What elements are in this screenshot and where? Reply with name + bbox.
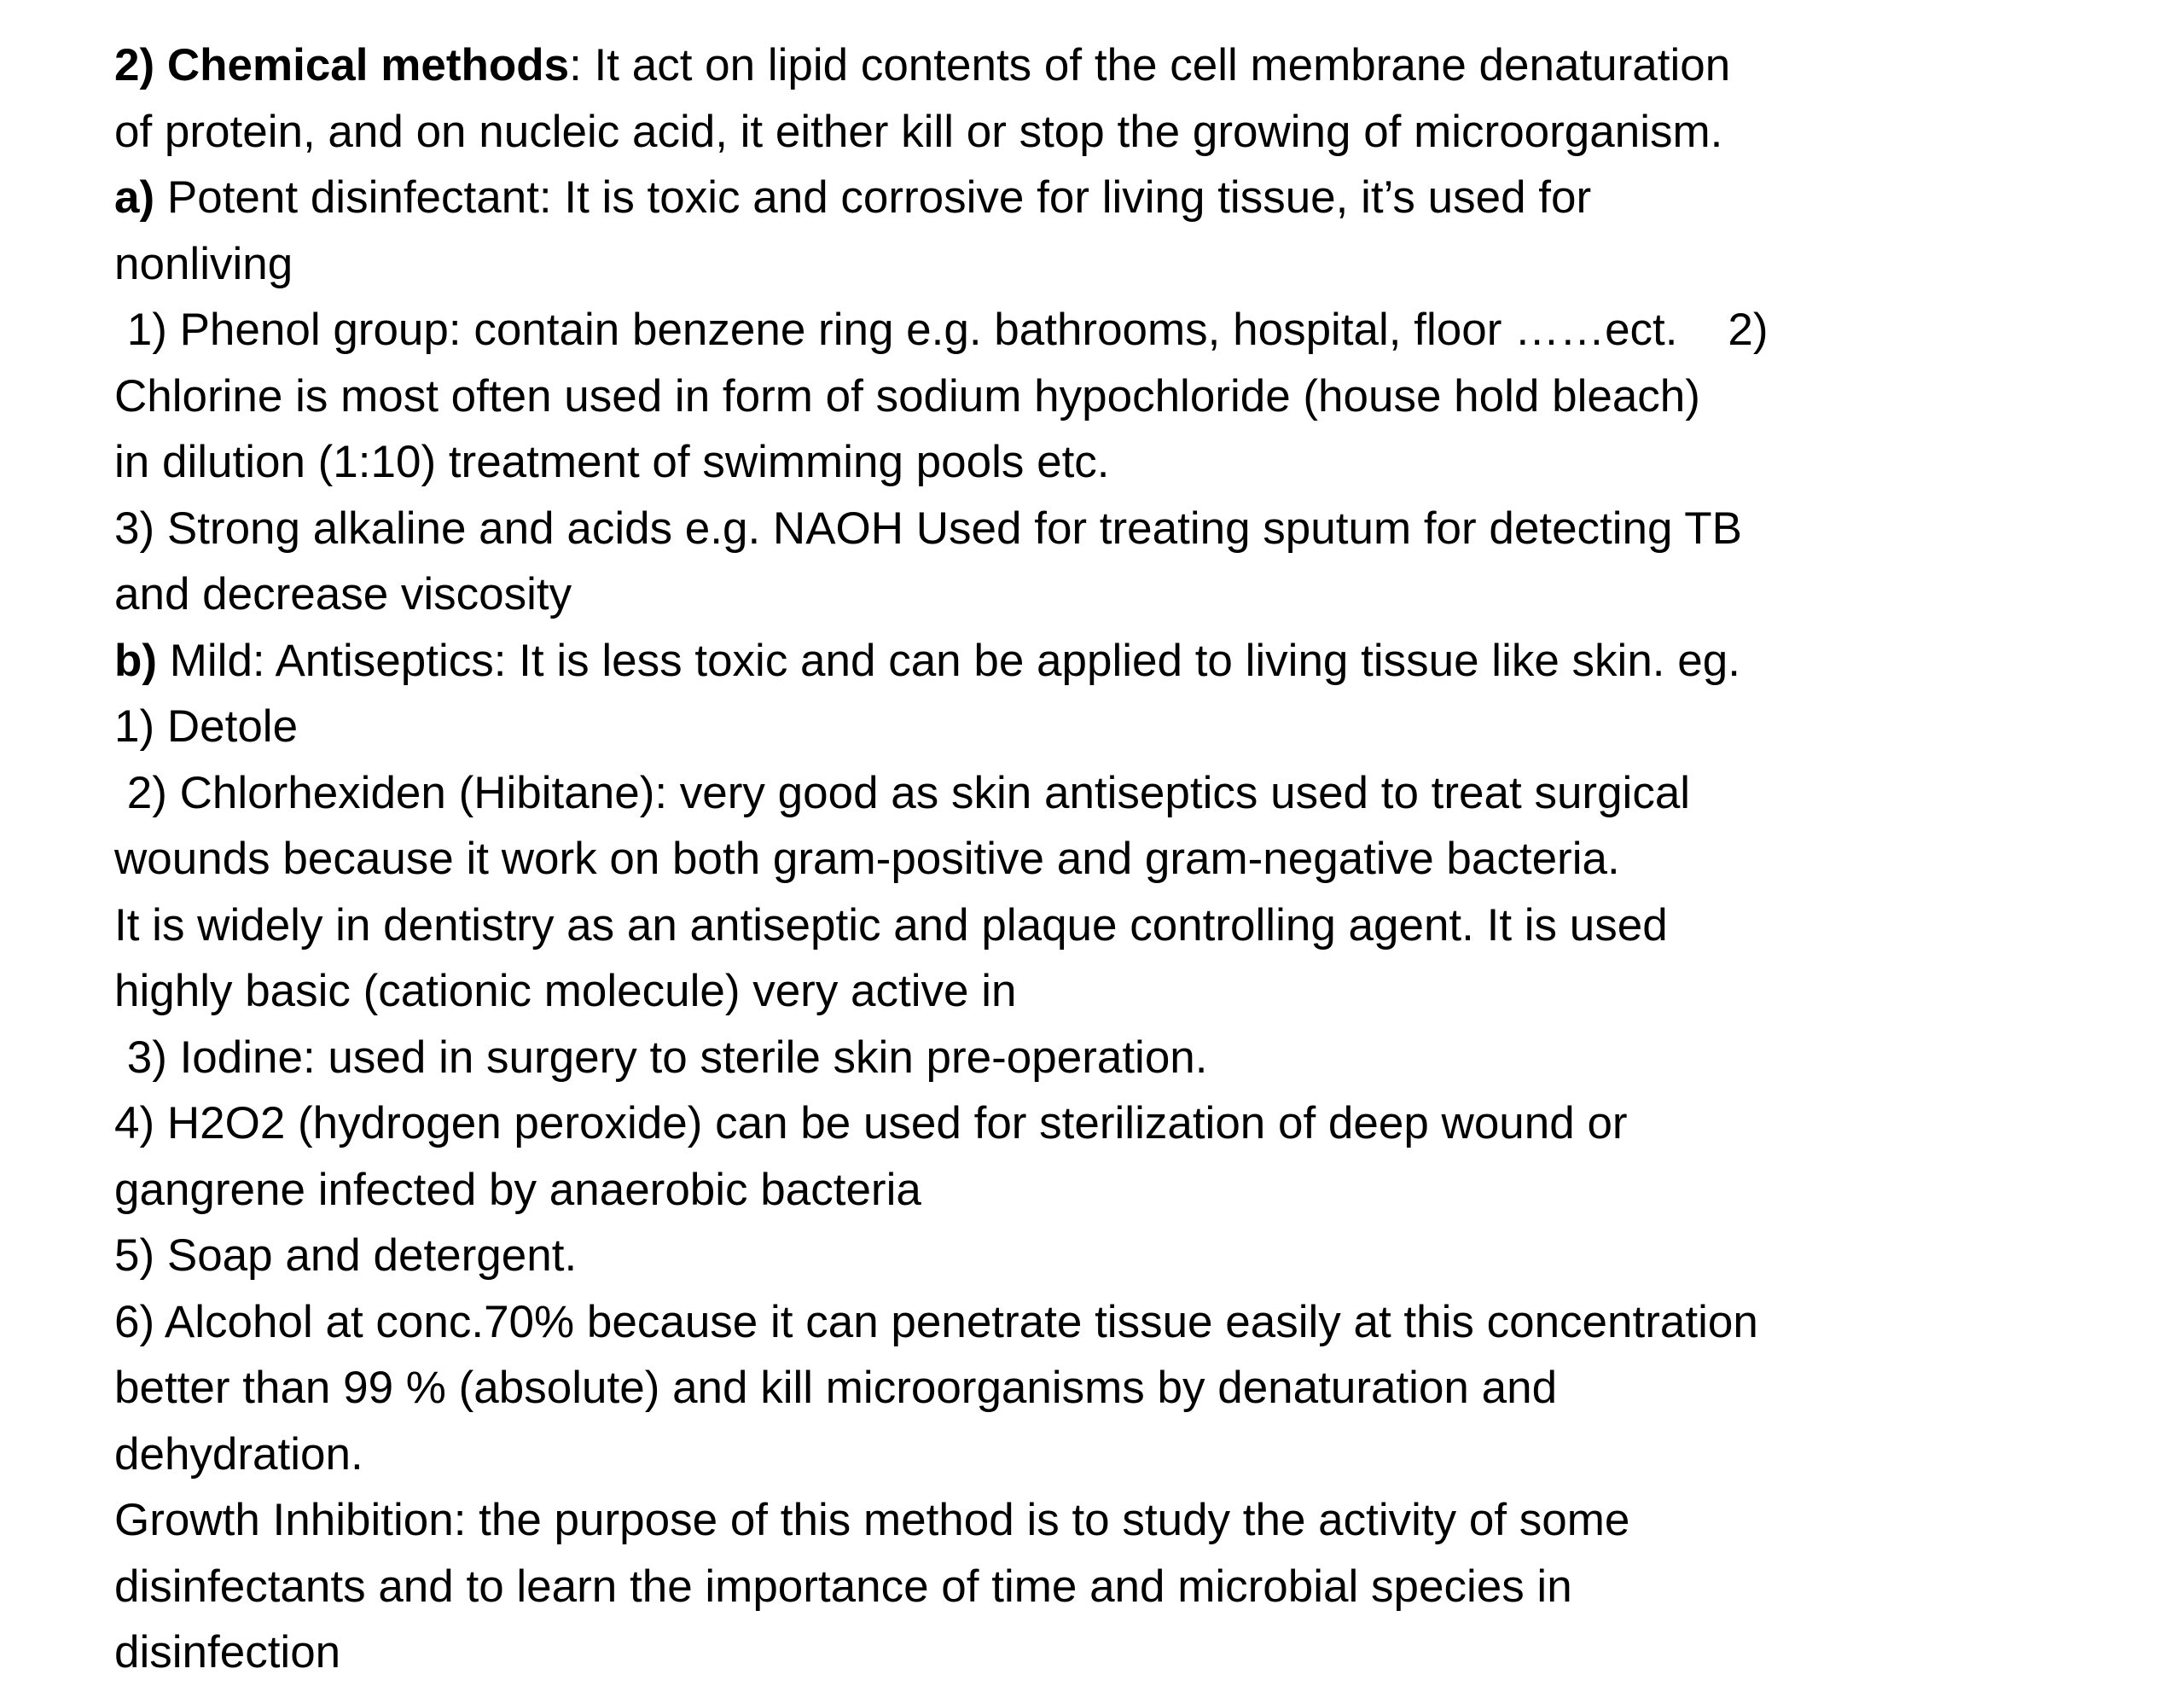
bold-lead: b): [114, 635, 158, 686]
line-text: Growth Inhibition: the purpose of this method is to study the activity of some: [114, 1495, 1630, 1545]
text-line: [114, 1157, 2111, 1224]
line-text: disinfection: [114, 1627, 341, 1677]
text-line: [114, 694, 2111, 760]
line-text: Chlorine is most often used in form of sodium hypochloride (house hold bleach): [114, 370, 1700, 422]
line-text: Potent disinfectant: It is toxic and corrosive for living tissue, it’s used for: [154, 172, 1592, 223]
body-text: [114, 32, 2111, 1686]
line-text: in dilution (1:10) treatment of swimming pools etc.: [114, 437, 1110, 487]
line-text: 5) Soap and detergent.: [114, 1230, 578, 1281]
text-line: [114, 297, 2111, 363]
text-line: [114, 1090, 2111, 1157]
line-text: disinfectants and to learn the importance of time and microbial species in: [114, 1561, 1572, 1612]
text-line: [114, 760, 2111, 827]
text-line: [114, 1025, 2111, 1091]
text-line: [114, 1289, 2111, 1356]
line-text: : It act on lipid contents of the cell membrane denaturation: [569, 40, 1731, 90]
text-line: [114, 892, 2111, 959]
text-line: [114, 1355, 2111, 1421]
line-text: wounds because it work on both gram-positive and gram-negative bacteria.: [114, 834, 1620, 884]
line-text: dehydration.: [114, 1428, 363, 1480]
text-line: [114, 429, 2111, 496]
text-line: [114, 561, 2111, 628]
line-text: highly basic (cationic molecule) very active in: [114, 966, 1017, 1016]
text-line: [114, 363, 2111, 430]
bold-lead: 2) Chemical methods: [114, 40, 570, 90]
line-text: 2) Chlorhexiden (Hibitane): very good as skin antiseptics used to treat surgical: [114, 767, 1691, 818]
line-text: 1) Detole: [114, 701, 299, 752]
text-line: [114, 1421, 2111, 1488]
text-line: [114, 958, 2111, 1025]
text-line: [114, 1619, 2111, 1686]
line-text: better than 99 % (absolute) and kill microorganisms by denaturation and: [114, 1363, 1558, 1413]
line-text: It is widely in dentistry as an antiseptic and plaque controlling agent. It is used: [114, 899, 1668, 951]
text-line: [114, 32, 2111, 99]
text-line: [114, 99, 2111, 166]
line-text: 1) Phenol group: contain benzene ring e.g. bathrooms, hospital, floor ……ect. 2): [114, 305, 1769, 355]
text-line: [114, 1487, 2111, 1554]
line-text: 4) H2O2 (hydrogen peroxide) can be used for sterilization of deep wound or: [114, 1098, 1628, 1148]
bold-lead: a): [114, 172, 155, 223]
line-text: 3) Strong alkaline and acids e.g. NAOH Used for treating sputum for detecting TB: [114, 503, 1742, 554]
text-line: [114, 1223, 2111, 1289]
text-line: [114, 628, 2111, 695]
line-text: and decrease viscosity: [114, 569, 572, 619]
line-text: gangrene infected by anaerobic bacteria: [114, 1164, 921, 1215]
line-text: of protein, and on nucleic acid, it either kill or stop the growing of microorganism.: [114, 106, 1723, 157]
line-text: 3) Iodine: used in surgery to sterile skin pre-operation.: [114, 1032, 1208, 1083]
text-line: [114, 1554, 2111, 1620]
text-line: [114, 231, 2111, 298]
text-line: [114, 496, 2111, 562]
text-line: [114, 826, 2111, 892]
line-text: Mild: Antiseptics: It is less toxic and can be applied to living tissue like skin. eg.: [157, 635, 1740, 686]
line-text: nonliving: [114, 238, 293, 289]
text-line: [114, 165, 2111, 231]
line-text: 6) Alcohol at conc.70% because it can penetrate tissue easily at this concentration: [114, 1296, 1758, 1347]
